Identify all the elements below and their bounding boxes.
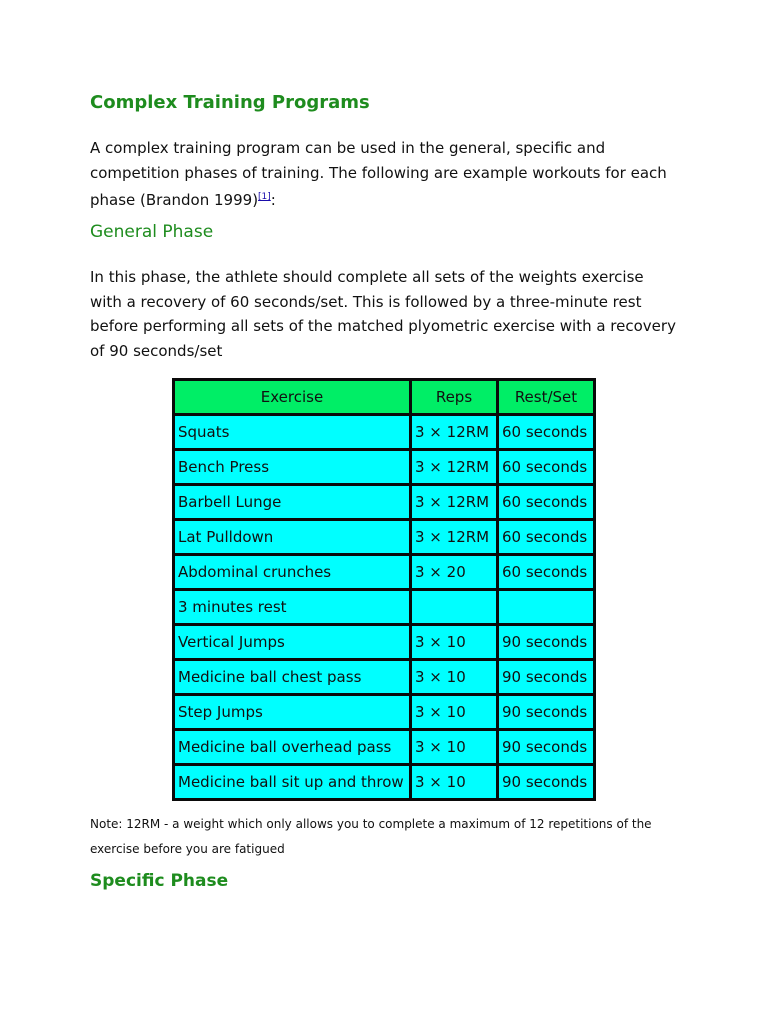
note-text: Note: 12RM - a weight which only allows you to complete a maximum of 12 repetitions of the exercise before you are fatigued [90,817,652,856]
table-row [174,520,594,554]
section-heading-specific: Specific Phase [90,871,229,891]
cell-rest: 90 seconds [498,765,594,799]
cell-rest: 60 seconds [498,555,594,589]
cell-exercise: 3 minutes rest [174,590,410,624]
table-row [174,450,594,484]
cell-rest: 90 seconds [498,695,594,729]
table-row [174,625,594,659]
cell-reps: 3 × 12RM [411,520,497,554]
table-row [174,695,594,729]
table-body [174,415,594,799]
cell-reps: 3 × 12RM [411,450,497,484]
cell-exercise: Barbell Lunge [174,485,410,519]
cell-rest: 60 seconds [498,450,594,484]
intro-paragraph [90,136,680,213]
cell-reps: 3 × 10 [411,660,497,694]
cell-reps: 3 × 12RM [411,415,497,449]
cell-exercise: Medicine ball overhead pass [174,730,410,764]
header-reps: Reps [411,380,497,414]
cell-rest: 90 seconds [498,660,594,694]
intro-trailing: : [270,191,276,209]
page-title: Complex Training Programs [90,92,370,113]
section-heading-general: General Phase [90,222,214,242]
table-row [174,590,594,624]
cell-exercise: Medicine ball sit up and throw [174,765,410,799]
exercise-table [172,378,596,801]
cell-rest: 60 seconds [498,520,594,554]
cell-exercise: Lat Pulldown [174,520,410,554]
cell-reps: 3 × 10 [411,765,497,799]
cell-reps: 3 × 10 [411,695,497,729]
general-paragraph: In this phase, the athlete should complete all sets of the weights exercise with a recovery of 60 seconds/set. This is followed by a three-minute rest before performing all sets of the matched plyometric exercise with a recovery of 90 seconds/set [90,268,676,360]
cell-reps: 3 × 10 [411,730,497,764]
header-exercise: Exercise [174,380,410,414]
cell-exercise: Step Jumps [174,695,410,729]
cell-rest: 90 seconds [498,730,594,764]
cell-reps: 3 × 20 [411,555,497,589]
cell-rest [498,590,594,624]
cell-exercise: Medicine ball chest pass [174,660,410,694]
cell-reps: 3 × 12RM [411,485,497,519]
cell-exercise: Abdominal crunches [174,555,410,589]
table-row [174,660,594,694]
table-header-row [174,380,594,414]
intro-text: A complex training program can be used in the general, specific and competition phases of training. The following are example workouts for each phase (Brandon 1999) [90,139,667,209]
header-rest: Rest/Set [498,380,594,414]
cell-reps [411,590,497,624]
cell-rest: 60 seconds [498,485,594,519]
table-row [174,765,594,799]
cell-exercise: Vertical Jumps [174,625,410,659]
cell-reps: 3 × 10 [411,625,497,659]
cell-rest: 60 seconds [498,415,594,449]
cell-rest: 90 seconds [498,625,594,659]
cell-exercise: Bench Press [174,450,410,484]
table-row [174,555,594,589]
table-row [174,485,594,519]
cell-exercise: Squats [174,415,410,449]
table-row [174,730,594,764]
footnote-link[interactable]: [1] [258,192,271,202]
table-row [174,415,594,449]
